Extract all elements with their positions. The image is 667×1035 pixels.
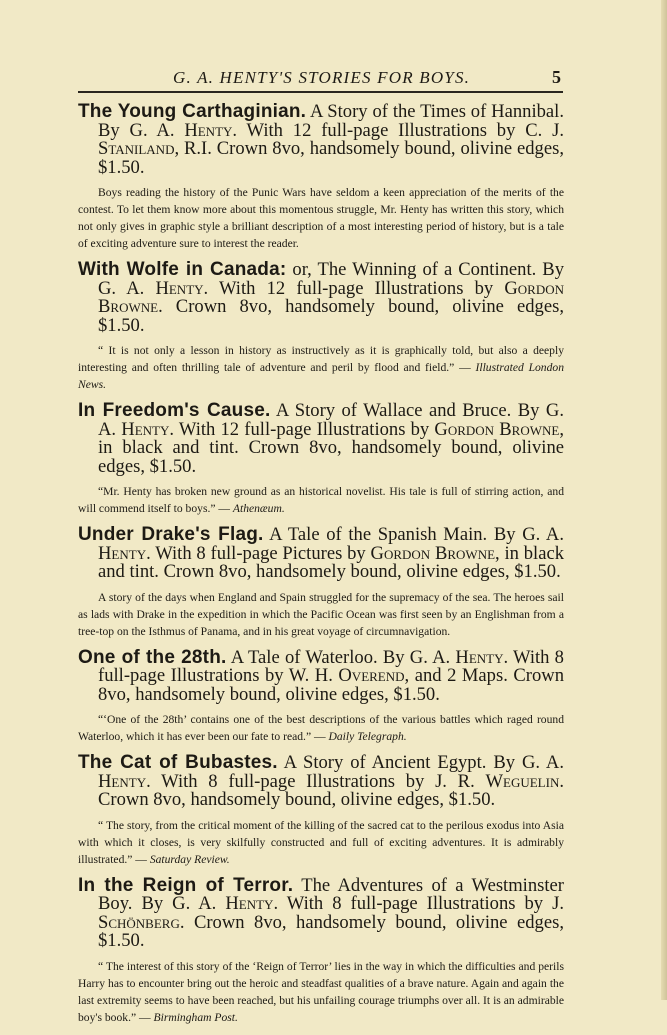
name-smallcaps: Staniland — [98, 138, 175, 159]
name-smallcaps: Henty — [121, 418, 170, 440]
book-entry — [78, 754, 564, 868]
book-details: , and 2 Maps. Crown 8vo, handsomely bound, olivine edges, $1.50. — [98, 665, 564, 705]
review-source: Daily Telegraph. — [328, 730, 407, 743]
name-smallcaps: Henty — [225, 893, 274, 914]
book-review — [78, 589, 564, 640]
book-entry — [78, 261, 564, 393]
running-title: G. A. HENTY'S STORIES FOR BOYS. — [173, 68, 471, 87]
book-details: . With 12 full-page Illustrations by C. J. — [232, 119, 564, 141]
book-details: , R.I. Crown 8vo, handsomely bound, olivine edges, $1.50. — [98, 138, 564, 178]
book-heading — [78, 754, 564, 810]
book-details: A Story of the Times of Hannibal. By G. A. — [98, 101, 564, 141]
page-edge — [661, 0, 667, 1000]
book-list — [78, 103, 564, 1035]
book-heading — [78, 402, 564, 476]
review-text: “‘One of the 28th’ contains one of the best descriptions of the various battles which raged round Waterloo, which it has ever been our fate to read.” — — [78, 713, 564, 743]
name-smallcaps: Henty — [98, 770, 147, 792]
book-title: In the Reign of Terror. — [78, 874, 294, 896]
book-details: . Crown 8vo, handsomely bound, olivine edges, $1.50. — [98, 296, 564, 336]
name-smallcaps: Overend — [338, 665, 405, 686]
book-details: A Story of Ancient Egypt. By G. A. — [277, 752, 564, 773]
book-entry — [78, 402, 564, 517]
book-heading — [78, 646, 564, 705]
book-details: . With 8 full-page Illustrations by J. — [273, 893, 565, 914]
review-text: “ The story, from the critical moment of the killing of the sacred cat to the perilous exodus into Asia with which it closes, is very skilfully constructed and full of exciting adventures. It is admirably illustrated.” — — [78, 818, 564, 866]
review-text: Boys reading the history of the Punic Wars have seldom a keen appreciation of the merits of the contest. To let them know more about this momentous struggle, Mr. Henty has written this story, which not only gives in graphic style a brilliant description of a most interesting period of history, but is a tale of exciting adventure sure to interest the reader. — [78, 186, 564, 250]
book-details: A Tale of Waterloo. By G. A. — [226, 646, 456, 668]
book-heading — [78, 103, 564, 177]
book-title: With Wolfe in Canada: — [78, 259, 287, 280]
header-rule — [78, 91, 563, 93]
book-title: One of the 28th. — [78, 646, 227, 668]
book-review — [78, 817, 564, 868]
book-entry — [78, 646, 564, 746]
name-smallcaps: Schönberg — [98, 911, 180, 933]
name-smallcaps: Henty — [455, 646, 504, 668]
book-title: The Young Carthaginian. — [78, 101, 307, 122]
review-source: Birmingham Post. — [153, 1010, 238, 1024]
book-review — [78, 958, 564, 1026]
book-details: . Crown 8vo, handsomely bound, olivine edges, $1.50. — [98, 770, 564, 810]
review-source: Athenæum. — [232, 502, 285, 515]
book-details: . With 8 full-page Illustrations by W. H. — [98, 646, 564, 686]
book-heading — [78, 526, 564, 582]
book-details: . With 12 full-page Illustrations by — [203, 277, 505, 299]
review-text: A story of the days when England and Spain struggled for the supremacy of the sea. The heroes sail as lads with Drake in the expedition in which the Pacific Ocean was first seen by an Englishman from a tree-top on the Isthmus of Panama, and in his great voyage of circumnavigation. — [78, 590, 564, 638]
book-details: . With 12 full-page Illustrations by — [169, 418, 435, 440]
name-smallcaps: Henty — [184, 119, 233, 141]
review-source: Saturday Review. — [149, 852, 230, 866]
review-text: “ The interest of this story of the ‘Reign of Terror’ lies in the way in which the difficulties and perils Harry has to encounter bring out the heroic and steadfast qualities of a brave nature. Again and again the last extremity seems to have been reached, but his unfailing courage triumphs over all. It is an admirable boy's book.” — — [78, 959, 564, 1024]
book-heading — [78, 261, 564, 335]
name-smallcaps: Weguelin — [485, 770, 560, 792]
book-details: or, The Winning of a Continent. By G. A. — [98, 259, 565, 299]
book-details: A Tale of the Spanish Main. By G. A. — [263, 524, 564, 545]
book-details: , in black and tint. Crown 8vo, handsomely bound, olivine edges, $1.50. — [98, 542, 564, 582]
book-details: . Crown 8vo, handsomely bound, olivine edges, $1.50. — [98, 911, 564, 951]
book-details: The Adventures of a Westminster Boy. By G. A. — [98, 874, 564, 914]
name-smallcaps: Gordon Browne — [98, 277, 564, 317]
book-review — [78, 342, 564, 393]
page-number: 5 — [552, 67, 561, 87]
book-details: A Story of Wallace and Bruce. By G. A. — [98, 400, 564, 440]
review-source: Illustrated London News. — [78, 361, 564, 391]
book-details: . With 8 full-page Pictures by — [146, 542, 371, 564]
book-details: , in black and tint. Crown 8vo, handsomely bound, olivine edges, $1.50. — [98, 418, 564, 477]
book-review — [78, 711, 564, 745]
book-review — [78, 184, 564, 252]
review-text: “Mr. Henty has broken new ground as an historical novelist. His tale is full of stirring action, and will commend itself to boys.” — — [78, 485, 564, 515]
book-title: In Freedom's Cause. — [78, 400, 271, 421]
book-title: Under Drake's Flag. — [78, 524, 264, 545]
book-title: The Cat of Bubastes. — [78, 752, 278, 773]
book-review — [78, 483, 564, 517]
name-smallcaps: Henty — [155, 277, 204, 299]
name-smallcaps: Henty — [98, 542, 147, 564]
book-details: . With 8 full-page Illustrations by J. R. — [146, 770, 486, 792]
name-smallcaps: Gordon Browne — [370, 542, 496, 564]
name-smallcaps: Gordon Browne — [434, 418, 560, 440]
book-entry — [78, 103, 564, 252]
review-text: “ It is not only a lesson in history as instructively as it is graphically told, but also a deeply interesting and often thrilling tale of adventure and peril by flood and field.” — — [78, 344, 564, 374]
page-header — [78, 64, 563, 94]
book-entry — [78, 526, 564, 640]
book-entry — [78, 874, 565, 1026]
book-heading — [78, 874, 565, 951]
